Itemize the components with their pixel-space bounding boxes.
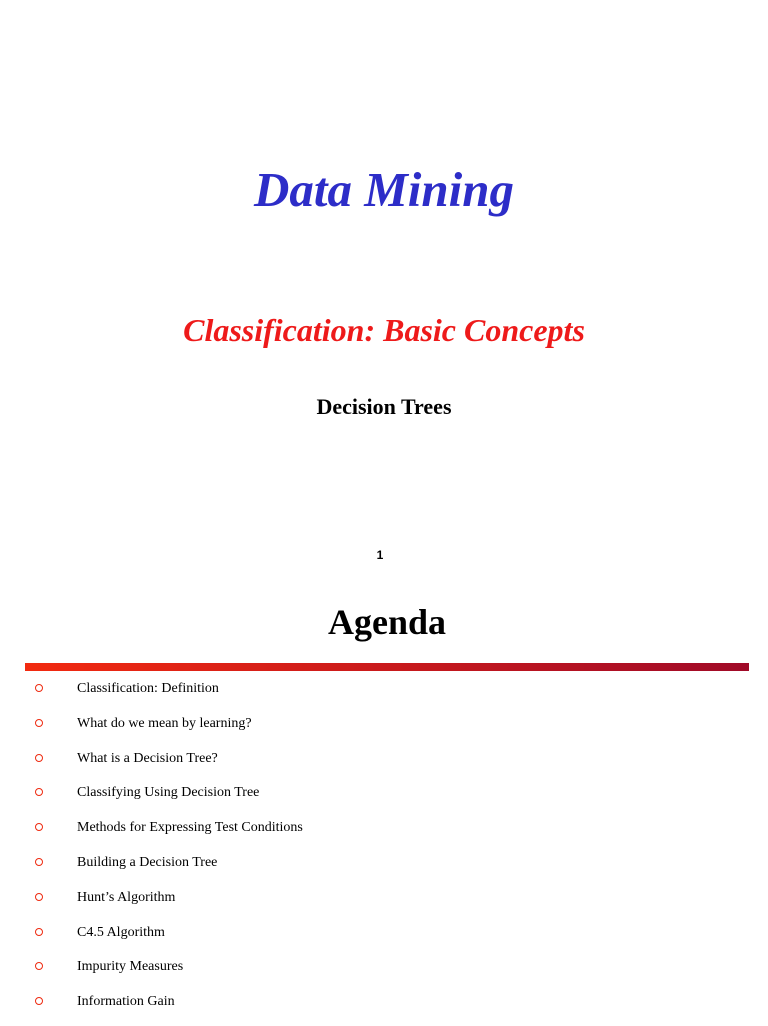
hollow-circle-icon xyxy=(35,997,43,1005)
topic-heading: Decision Trees xyxy=(316,394,452,419)
list-item-label: Methods for Expressing Test Conditions xyxy=(77,820,303,836)
list-item-label: C4.5 Algorithm xyxy=(77,924,165,940)
list-item xyxy=(0,817,768,852)
list-item xyxy=(0,748,768,783)
accent-divider xyxy=(25,663,749,671)
hollow-circle-icon xyxy=(35,719,43,727)
agenda-list xyxy=(0,678,768,1026)
list-item-label: What do we mean by learning? xyxy=(77,715,252,731)
page-title: Data Mining xyxy=(253,162,515,217)
list-item xyxy=(0,991,768,1026)
list-item-label: Classifying Using Decision Tree xyxy=(77,785,260,801)
list-item xyxy=(0,887,768,922)
hollow-circle-icon xyxy=(35,823,43,831)
list-item-label: Building a Decision Tree xyxy=(77,854,218,870)
hollow-circle-icon xyxy=(35,928,43,936)
list-item-label: Information Gain xyxy=(77,994,175,1010)
list-item xyxy=(0,782,768,817)
list-item-label: What is a Decision Tree? xyxy=(77,750,218,766)
hollow-circle-icon xyxy=(35,962,43,970)
list-item xyxy=(0,713,768,748)
page-number: 1 xyxy=(376,548,384,562)
agenda-title: Agenda xyxy=(327,602,447,642)
list-item xyxy=(0,922,768,957)
list-item-label: Impurity Measures xyxy=(77,959,184,975)
list-item xyxy=(0,678,768,713)
hollow-circle-icon xyxy=(35,754,43,762)
hollow-circle-icon xyxy=(35,684,43,692)
hollow-circle-icon xyxy=(35,893,43,901)
list-item-label: Hunt’s Algorithm xyxy=(77,889,176,905)
list-item-label: Classification: Definition xyxy=(77,681,219,696)
hollow-circle-icon xyxy=(35,788,43,796)
list-item xyxy=(0,852,768,887)
list-item xyxy=(0,956,768,991)
hollow-circle-icon xyxy=(35,858,43,866)
page-subtitle: Classification: Basic Concepts xyxy=(183,312,585,348)
